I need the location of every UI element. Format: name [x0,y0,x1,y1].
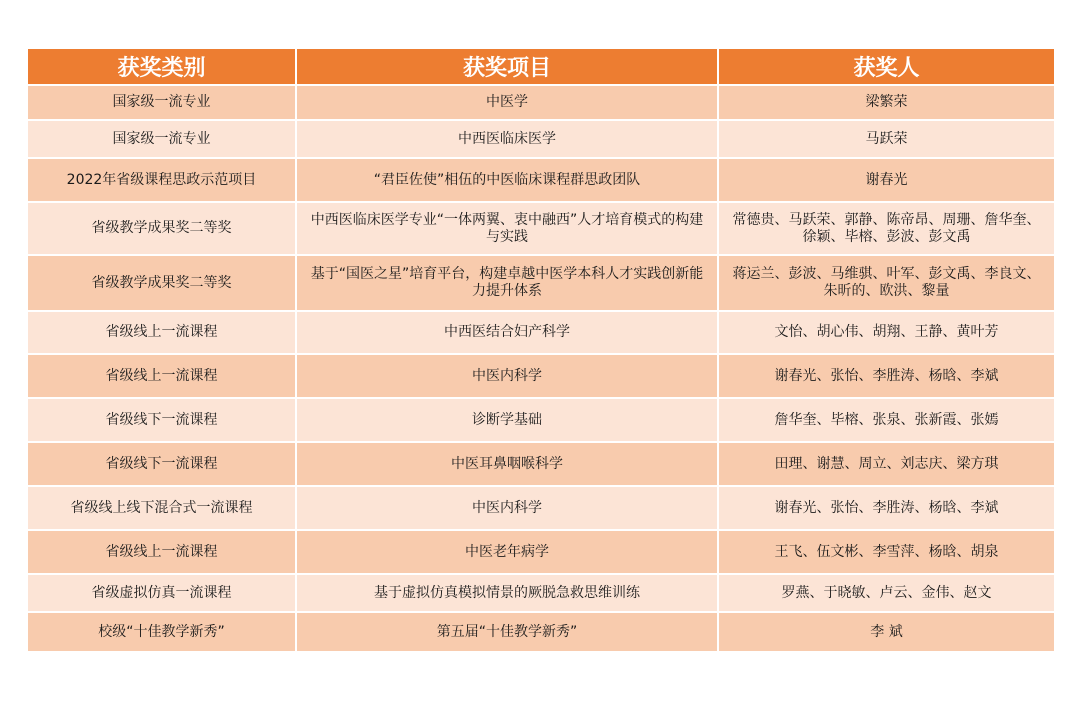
cell-category: 省级线上一流课程 [28,530,296,574]
table-row [28,486,1054,530]
table-row [28,612,1054,652]
cell-winners: 蒋运兰、彭波、马维骐、叶军、彭文禹、李良文、朱昕的、欧洪、黎量 [718,255,1054,311]
cell-winners: 谢春光 [718,158,1054,202]
table-row [28,158,1054,202]
cell-project: 中西医临床医学专业“一体两翼、衷中融西”人才培育模式的构建与实践 [296,202,718,255]
cell-category: 校级“十佳教学新秀” [28,612,296,652]
header-award-winner: 获奖人 [718,49,1054,85]
cell-project: 中医耳鼻咽喉科学 [296,442,718,486]
header-award-category: 获奖类别 [28,49,296,85]
cell-category: 省级教学成果奖二等奖 [28,255,296,311]
cell-category: 国家级一流专业 [28,85,296,120]
cell-project: 中医学 [296,85,718,120]
cell-winners: 常德贵、马跃荣、郭静、陈帝昂、周珊、詹华奎、徐颖、毕榕、彭波、彭文禹 [718,202,1054,255]
cell-winners: 李 斌 [718,612,1054,652]
cell-category: 省级教学成果奖二等奖 [28,202,296,255]
cell-winners: 文怡、胡心伟、胡翔、王静、黄叶芳 [718,311,1054,354]
cell-project: 中西医结合妇产科学 [296,311,718,354]
cell-winners: 王飞、伍文彬、李雪萍、杨晗、胡泉 [718,530,1054,574]
header-award-project: 获奖项目 [296,49,718,85]
cell-category: 2022年省级课程思政示范项目 [28,158,296,202]
cell-winners: 马跃荣 [718,120,1054,158]
awards-table [28,49,1054,653]
table-row [28,255,1054,311]
cell-project: 基于“国医之星”培育平台，构建卓越中医学本科人才实践创新能力提升体系 [296,255,718,311]
table-row [28,574,1054,612]
cell-project: 中医内科学 [296,486,718,530]
cell-winners: 罗燕、于晓敏、卢云、金伟、赵文 [718,574,1054,612]
table-row [28,85,1054,120]
cell-project: 基于虚拟仿真模拟情景的厥脱急救思维训练 [296,574,718,612]
cell-winners: 詹华奎、毕榕、张泉、张新霞、张嫣 [718,398,1054,442]
table-row [28,202,1054,255]
cell-project: 第五届“十佳教学新秀” [296,612,718,652]
cell-category: 省级虚拟仿真一流课程 [28,574,296,612]
cell-project: 中医老年病学 [296,530,718,574]
table-row [28,442,1054,486]
cell-winners: 梁繁荣 [718,85,1054,120]
table-row [28,120,1054,158]
cell-project: 诊断学基础 [296,398,718,442]
cell-category: 国家级一流专业 [28,120,296,158]
cell-category: 省级线下一流课程 [28,398,296,442]
cell-winners: 谢春光、张怡、李胜涛、杨晗、李斌 [718,354,1054,398]
table-row [28,530,1054,574]
cell-category: 省级线下一流课程 [28,442,296,486]
cell-project: 中西医临床医学 [296,120,718,158]
table-row [28,398,1054,442]
cell-winners: 田理、谢慧、周立、刘志庆、梁方琪 [718,442,1054,486]
cell-category: 省级线上一流课程 [28,354,296,398]
cell-category: 省级线上一流课程 [28,311,296,354]
table-row [28,354,1054,398]
cell-winners: 谢春光、张怡、李胜涛、杨晗、李斌 [718,486,1054,530]
cell-category: 省级线上线下混合式一流课程 [28,486,296,530]
table-row [28,311,1054,354]
table-header-row [28,49,1054,85]
cell-project: “君臣佐使”相伍的中医临床课程群思政团队 [296,158,718,202]
cell-project: 中医内科学 [296,354,718,398]
